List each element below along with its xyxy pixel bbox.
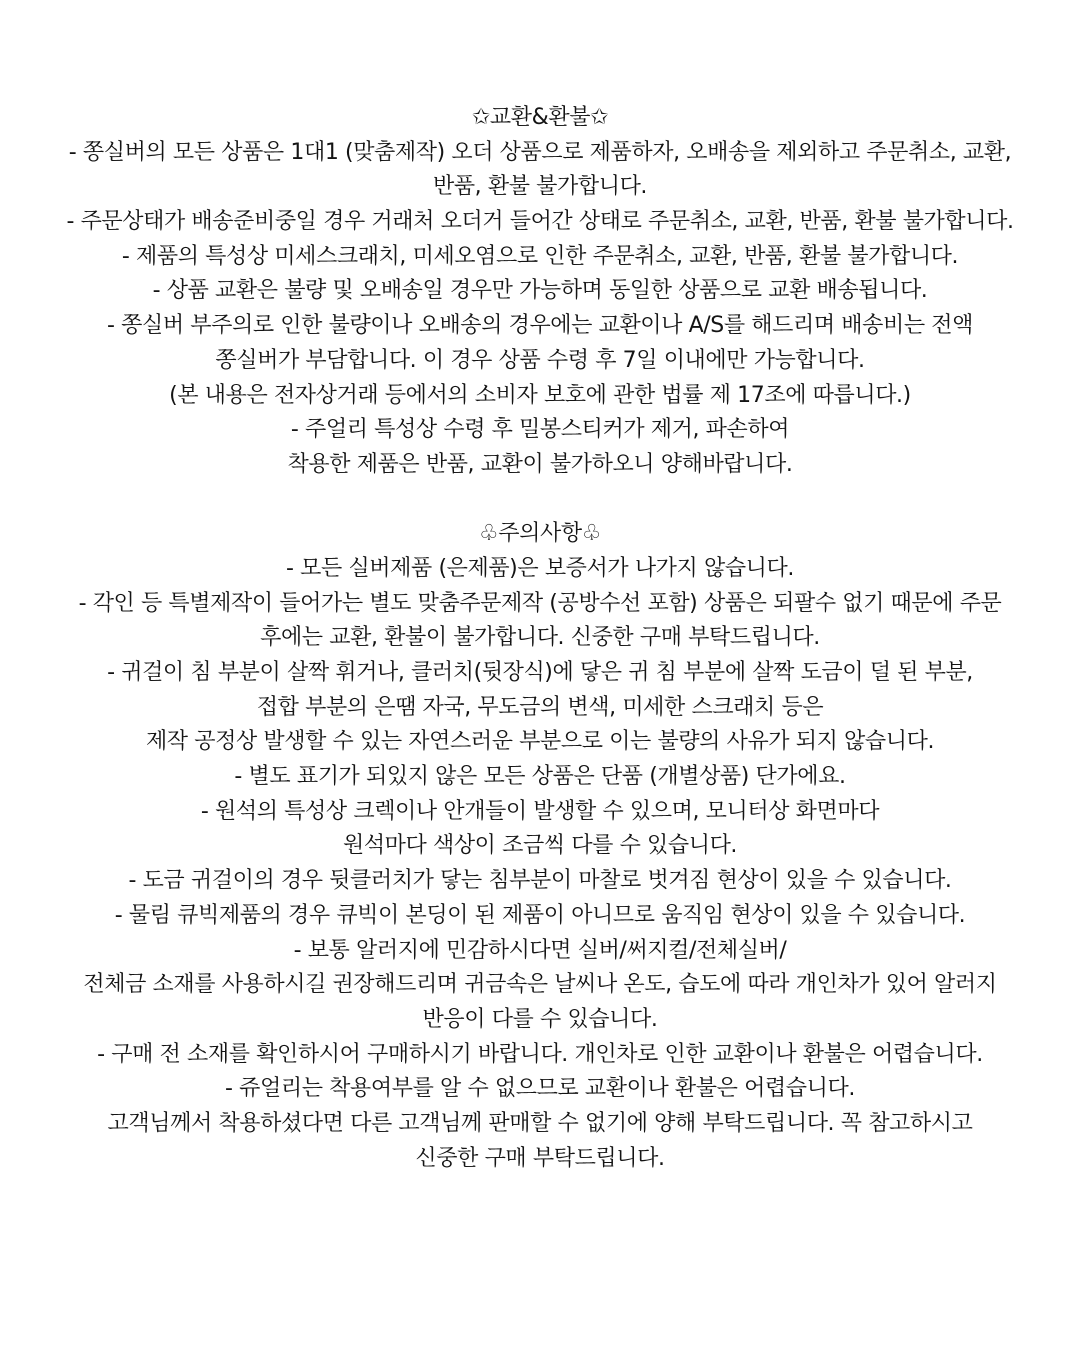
section-spacer	[0, 483, 1080, 518]
exchange-refund-line: 쫑실버가 부담합니다. 이 경우 상품 수령 후 7일 이내에만 가능합니다.	[215, 347, 865, 373]
cautions-line: 접합 부분의 은땜 자국, 무도금의 변색, 미세한 스크래치 등은	[256, 694, 824, 720]
exchange-refund-line: - 주문상태가 배송준비중일 경우 거래처 오더거 들어간 상태로 주문취소, 교환, 반품, 환불 불가합니다.	[66, 209, 1014, 235]
exchange-refund-line: (본 내용은 전자상거래 등에서의 소비자 보호에 관한 법률 제 17조에 따릅니다.)	[169, 382, 911, 408]
exchange-refund-line: - 쫑실버의 모든 상품은 1대1 (맞춤제작) 오더 상품으로 제품하자, 오배송을 제외하고 주문취소, 교환,	[68, 139, 1012, 165]
exchange-refund-section	[0, 101, 1080, 483]
exchange-refund-line: - 주얼리 특성상 수령 후 밀봉스티커가 제거, 파손하여	[290, 417, 790, 443]
cautions-line: - 원석의 특성상 크렉이나 안개들이 발생할 수 있으며, 모니터상 화면마다	[200, 798, 880, 824]
cautions-line: - 도금 귀걸이의 경우 뒷클러치가 닿는 침부분이 마찰로 벗겨짐 현상이 있을 수 있습니다.	[128, 868, 952, 894]
cautions-line: - 물림 큐빅제품의 경우 큐빅이 본딩이 된 제품이 아니므로 움직임 현상이 있을 수 있습니다.	[114, 902, 966, 928]
cautions-line: - 귀걸이 침 부분이 살짝 휘거나, 클러치(뒷장식)에 닿은 귀 침 부분에 살짝 도금이 덜 된 부분,	[107, 660, 973, 685]
exchange-refund-line: 착용한 제품은 반품, 교환이 불가하오니 양해바랍니다.	[287, 451, 793, 477]
cautions-line: 제작 공정상 발생할 수 있는 자연스러운 부분으로 이는 불량의 사유가 되지 않습니다.	[145, 729, 935, 755]
exchange-refund-line: 반품, 환불 불가합니다.	[432, 174, 648, 200]
cautions-line: 고객님께서 착용하셨다면 다른 고객님께 판매할 수 없기에 양해 부탁드립니다. 꼭 참고하시고	[107, 1110, 973, 1136]
cautions-line: 반응이 다를 수 있습니다.	[422, 1006, 658, 1032]
cautions-section	[0, 517, 1080, 1176]
cautions-line: 후에는 교환, 환불이 불가합니다. 신중한 구매 부탁드립니다.	[260, 625, 820, 651]
cautions-line: - 보통 알러지에 민감하시다면 실버/써지컬/전체실버/	[293, 937, 787, 963]
cautions-line: - 각인 등 특별제작이 들어가는 별도 맞춤주문제작 (공방수선 포함) 상품은 되팔수 없기 때문에 주문	[78, 590, 1002, 616]
notice-document	[0, 101, 1080, 1176]
cautions-line: 전체금 소재를 사용하시길 권장해드리며 귀금속은 날씨나 온도, 습도에 따라 개인차가 있어 알러지	[83, 972, 997, 998]
exchange-refund-line: - 쫑실버 부주의로 인한 불량이나 오배송의 경우에는 교환이나 A/S를 해드리며 배송비는 전액	[107, 313, 973, 339]
exchange-refund-title: ✩교환&환불✩	[471, 105, 609, 130]
cautions-line: - 별도 표기가 되있지 않은 모든 상품은 단품 (개별상품) 단가에요.	[234, 764, 846, 790]
cautions-line: - 쥬얼리는 착용여부를 알 수 없으므로 교환이나 환불은 어렵습니다.	[225, 1076, 855, 1102]
cautions-line: 신중한 구매 부탁드립니다.	[415, 1145, 665, 1171]
exchange-refund-line: - 제품의 특성상 미세스크래치, 미세오염으로 인한 주문취소, 교환, 반품, 환불 불가합니다.	[121, 243, 959, 269]
cautions-title: ♧주의사항♧	[478, 521, 602, 547]
cautions-line: - 구매 전 소재를 확인하시어 구매하시기 바랍니다. 개인차로 인한 교환이나 환불은 어렵습니다.	[97, 1041, 983, 1067]
cautions-line: 원석마다 색상이 조금씩 다를 수 있습니다.	[342, 833, 738, 859]
exchange-refund-line: - 상품 교환은 불량 및 오배송일 경우만 가능하며 동일한 상품으로 교환 배송됩니다.	[152, 278, 928, 304]
cautions-line: - 모든 실버제품 (은제품)은 보증서가 나가지 않습니다.	[286, 555, 794, 581]
